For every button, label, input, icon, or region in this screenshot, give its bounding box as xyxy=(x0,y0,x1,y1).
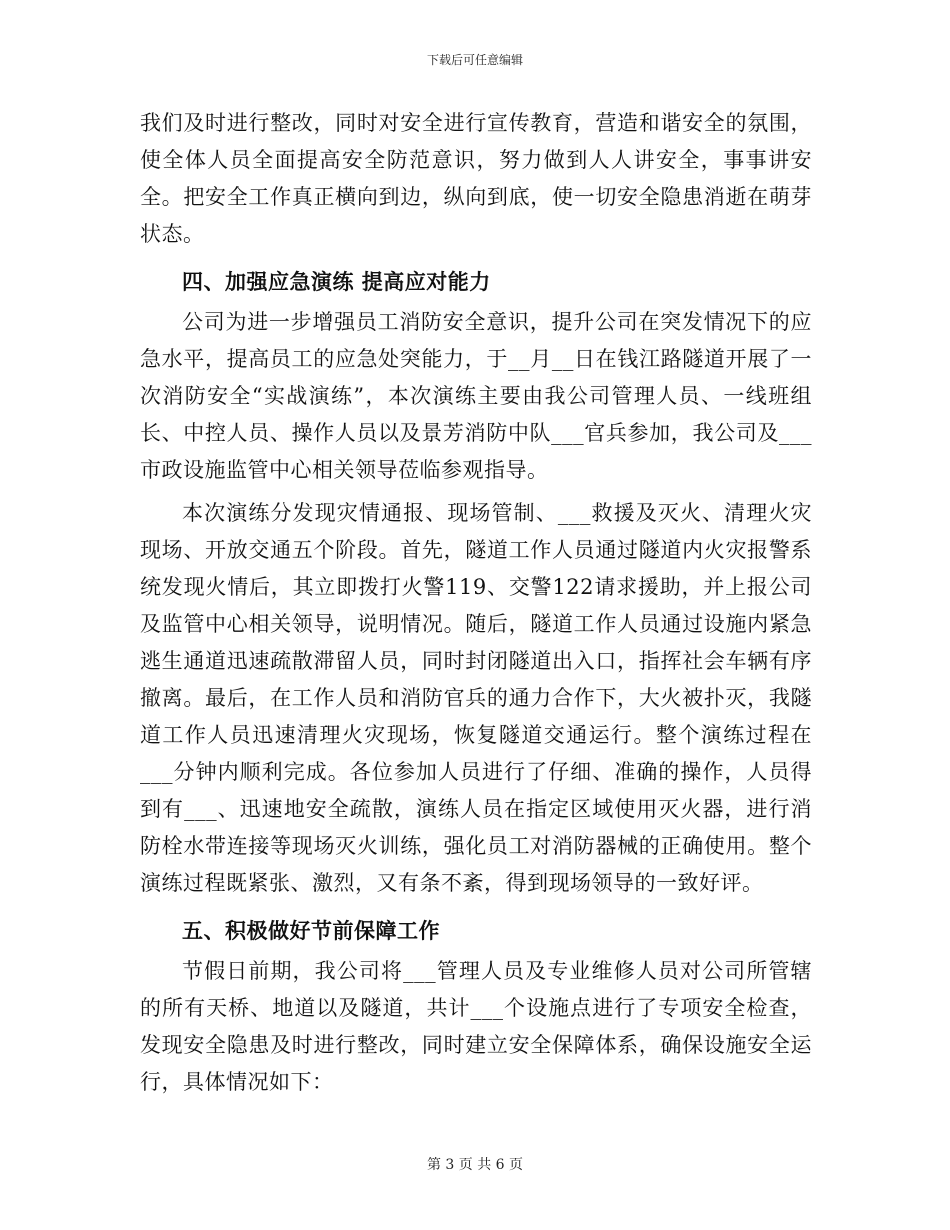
section-heading-4: 四、加强应急演练 提高应对能力 xyxy=(182,269,491,294)
page-header: 下载后可任意编辑 xyxy=(426,53,523,67)
paragraph-continued: 我们及时进行整改，同时对安全进行宣传教育，营造和谐安全的氛围，使全体人员全面提高安全防范意识，努力做到人人讲安全，事事讲安全。把安全工作真正横向到边，纵向到底，使一切安全隐患消逝在萌芽状态。 xyxy=(140,111,812,246)
paragraph-drill-intro: 公司为进一步增强员工消防安全意识，提升公司在突发情况下的应急水平，提高员工的应急处突能力，于__月__日在钱江路隧道开展了一次消防安全“实战演练”，本次演练主要由我公司管理人员、一线班组长、中控人员、操作人员以及景芳消防中队___官兵参加，我公司及___市政设施监管中心相关领导莅临参观指导。 xyxy=(140,310,812,482)
page-footer: 第 3 页 共 6 页 xyxy=(426,1157,524,1173)
document-body xyxy=(140,105,812,1101)
paragraph-drill-stages: 本次演练分发现灾情通报、现场管制、___救援及灭火、清理火灾现场、开放交通五个阶段。首先，隧道工作人员通过隧道内火灾报警系统发现火情后，其立即拨打火警119、交警122请求援助，并上报公司及监管中心相关领导，说明情况。随后，隧道工作人员通过设施内紧急逃生通道迅速疏散滞留人员，同时封闭隧道出入口，指挥社会车辆有序撤离。最后，在工作人员和消防官兵的通力合作下，大火被扑灭，我隧道工作人员迅速清理火灾现场，恢复隧道交通运行。整个演练过程在___分钟内顺利完成。各位参加人员进行了仔细、准确的操作，人员得到有___、迅速地安全疏散，演练人员在指定区域使用灭火器，进行消防栓水带连接等现场灭火训练，强化员工对消防器械的正确使用。整个演练过程既紧张、激烈，又有条不紊，得到现场领导的一致好评。 xyxy=(140,501,812,895)
paragraph-holiday-prep: 节假日前期，我公司将___管理人员及专业维修人员对公司所管辖的所有天桥、地道以及隧道，共计___个设施点进行了专项安全检查，发现安全隐患及时进行整改，同时建立安全保障体系，确保设施安全运行，具体情况如下： xyxy=(140,959,812,1094)
section-heading-5: 五、积极做好节前保障工作 xyxy=(182,918,440,943)
